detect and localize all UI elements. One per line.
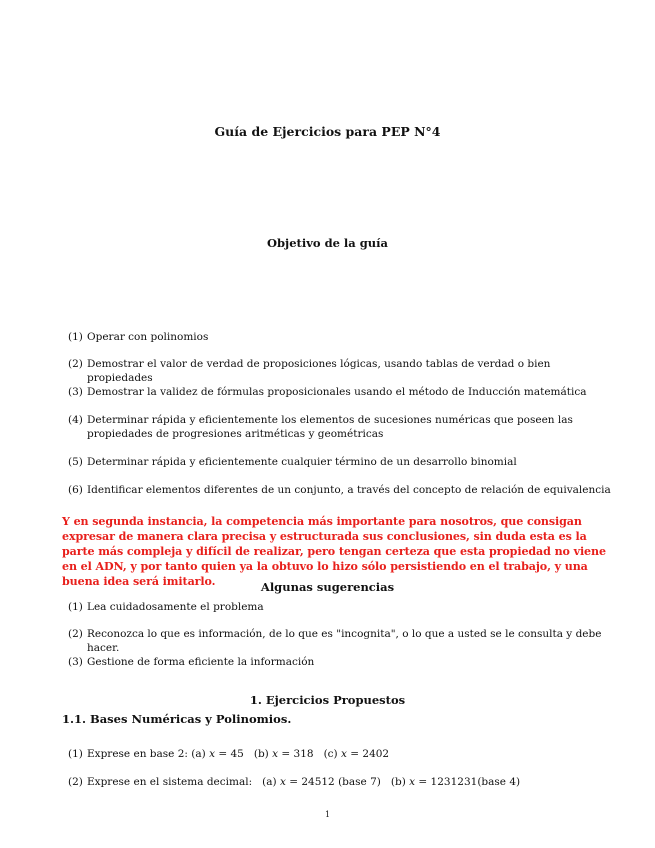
competence-paragraph: Y en segunda instancia, la competencia más importante para nosotros, que consigan expresar de manera clara precisa y estructurada sus conclusiones, sin duda esta es la parte más compleja y difícil de realizar, pero tengan certeza que esta propiedad no viene en el ADN, y por tanto quien ya la obtuvo lo hizo sólo persistiendo en el trabajo, y una buena idea será imitarlo.: [62, 515, 606, 588]
page-title: Guía de Ejercicios para PEP N°4: [214, 124, 441, 139]
item-number: (1): [68, 331, 83, 343]
exercise-lead: Exprese en el sistema decimal:: [87, 776, 253, 788]
option-label: (a): [262, 776, 277, 788]
option-value: = 1231231(base 4): [415, 776, 521, 788]
option-label: (a): [191, 748, 206, 760]
item-text: Demostrar el valor de verdad de proposiciones lógicas, usando tablas de verdad o bien propiedades: [87, 358, 551, 384]
item-text: Determinar rápida y eficientemente cualquier término de un desarrollo binomial: [87, 456, 517, 468]
variable: x: [409, 776, 416, 788]
subsection-heading: 1.1. Bases Numéricas y Polinomios.: [62, 712, 292, 726]
item-number: (6): [68, 484, 83, 496]
variable: x: [209, 748, 215, 760]
item-number: (2): [68, 628, 83, 640]
item-number: (1): [68, 601, 83, 613]
exercise-text: [87, 775, 613, 789]
item-number: (2): [68, 358, 83, 370]
item-number: (5): [68, 456, 83, 468]
item-number: (1): [68, 748, 83, 760]
item-text: Lea cuidadosamente el problema: [87, 601, 264, 613]
section-heading: 1. Ejercicios Propuestos: [249, 693, 406, 707]
suggestions-heading: Algunas sugerencias: [260, 580, 395, 594]
item-text: Determinar rápida y eficientemente los elementos de sucesiones numéricas que poseen las propiedades de progresiones aritméticas y geométricas: [87, 414, 573, 440]
page-number: 1: [324, 810, 331, 819]
option-label: (b): [390, 776, 406, 788]
exercise-text: [87, 747, 613, 761]
option-value: = 318: [278, 748, 314, 760]
item-text: Operar con polinomios: [87, 331, 209, 343]
variable: x: [272, 748, 279, 760]
item-text: Demostrar la validez de fórmulas proposicionales usando el método de Inducción matemática: [87, 386, 587, 398]
variable: x: [279, 776, 286, 788]
item-text: Reconozca lo que es información, de lo que es "incognita", o lo que a usted se le consulta y debe hacer.: [87, 628, 602, 654]
variable: x: [341, 748, 347, 760]
item-text: Identificar elementos diferentes de un conjunto, a través del concepto de relación de equivalencia: [87, 484, 611, 496]
option-value: = 2402: [346, 748, 390, 760]
item-number: (2): [68, 776, 83, 788]
option-value: = 45: [215, 748, 244, 760]
option-value: = 24512 (base 7): [285, 776, 381, 788]
item-text: Gestione de forma eficiente la información: [87, 656, 315, 668]
item-number: (3): [68, 656, 83, 668]
option-label: (b): [253, 748, 269, 760]
objective-heading: Objetivo de la guía: [267, 236, 388, 250]
item-number: (3): [68, 386, 83, 398]
item-number: (4): [68, 414, 83, 426]
exercise-lead: Exprese en base 2:: [87, 748, 188, 760]
option-label: (c): [323, 748, 338, 760]
